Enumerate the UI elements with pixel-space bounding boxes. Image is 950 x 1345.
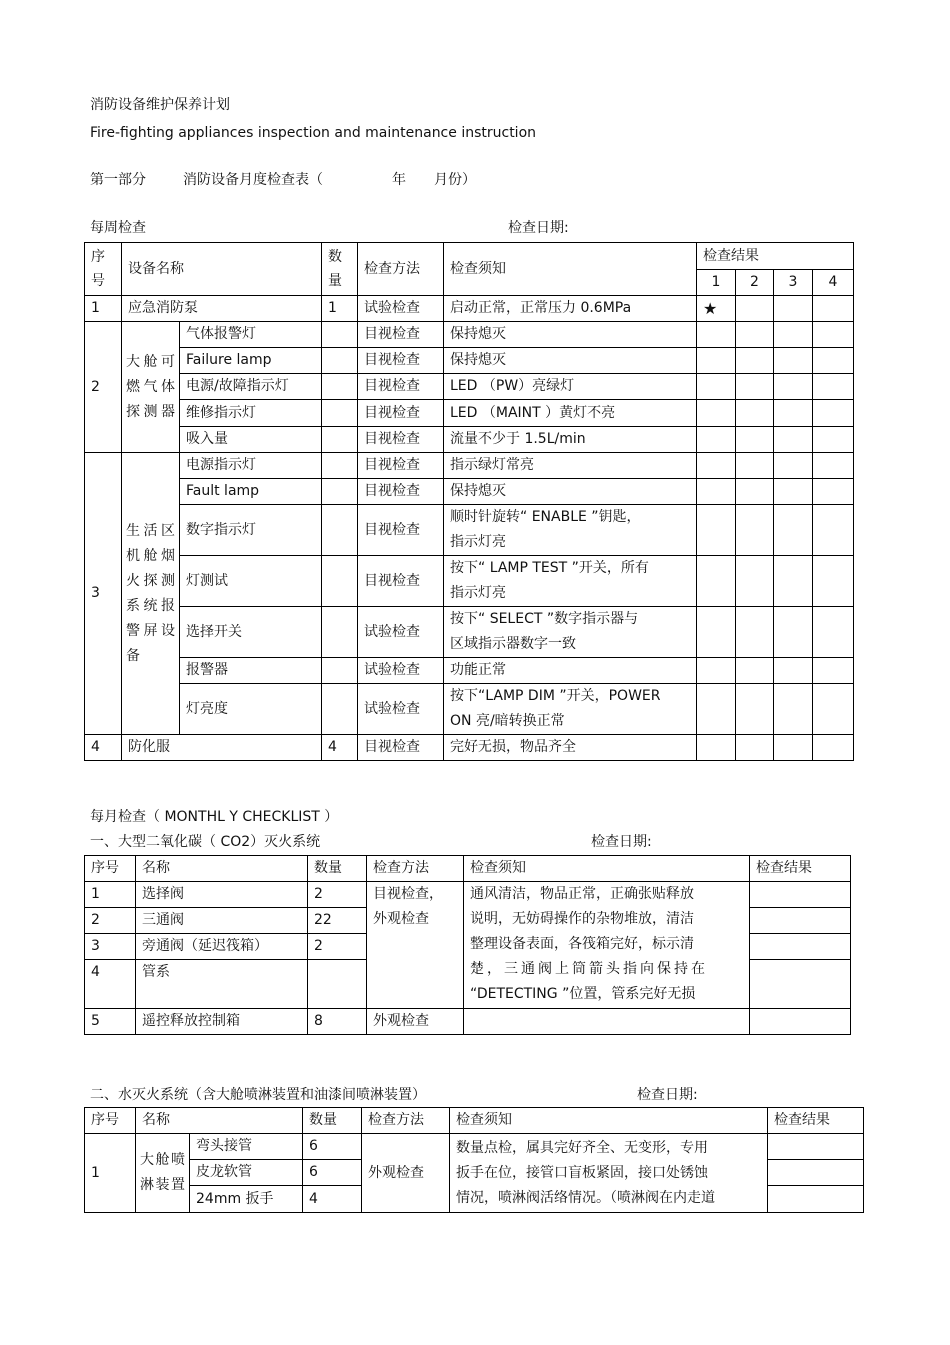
co2-row-1-no: 1 [85,882,136,908]
notes-line: 按下“LAMP DIM ”开关，POWER [450,688,661,704]
g2-item-2-method: 目视检查 [358,348,444,374]
result-cell [813,658,854,684]
g3-item-4-name: 灯测试 [180,556,322,607]
g2-item-4-notes: LED （MAINT ）黄灯不亮 [444,400,697,427]
qty-cell [322,348,358,374]
co2-row-1-qty: 2 [308,882,367,908]
document-title-en: Fire-fighting appliances inspection and maintenance instruction [90,125,537,141]
co2-row-5-result [750,1009,851,1035]
notes-line: 楚，三通阀上筒箭头指向保持在 [470,961,708,977]
notes-line: 指示灯亮 [450,585,506,601]
g3-item-6-notes: 功能正常 [444,658,697,684]
result-cell [736,607,774,658]
water-row-1-no: 1 [85,1134,136,1213]
result-cell [736,348,774,374]
co2-header-no: 序号 [85,856,136,882]
header-method: 检查方法 [358,243,444,296]
part-month-label: 月份） [434,172,476,188]
result-cell [697,658,736,684]
co2-row-5-method: 外观检查 [367,1009,464,1035]
co2-header-result: 检查结果 [750,856,851,882]
notes-line: 情况，喷淋阀活络情况。（喷淋阀在内走道 [456,1189,715,1206]
g2-item-2-notes: 保持熄灭 [444,348,697,374]
co2-row-2-result [750,908,851,934]
result-cell [697,427,736,453]
water-header-qty: 数量 [303,1108,362,1134]
g3-item-3-notes [444,505,697,556]
result-cell [736,374,774,400]
g3-item-1-notes: 指示绿灯常亮 [444,453,697,479]
g2-item-3-name: 电源/故障指示灯 [180,374,322,400]
g3-item-6-method: 试验检查 [358,658,444,684]
result-cell [774,374,813,400]
qty-cell [322,427,358,453]
result-cell [813,427,854,453]
co2-header-name: 名称 [136,856,308,882]
g3-item-3-method: 目视检查 [358,505,444,556]
notes-line: 扳手在位，接管口盲板紧固，接口处锈蚀 [456,1164,708,1181]
result-cell [774,427,813,453]
row-4-notes: 完好无损，物品齐全 [444,735,697,761]
result-cell [774,607,813,658]
result-cell [697,453,736,479]
result-cell [697,684,736,735]
notes-line: 按下“ LAMP TEST ”开关，所有 [450,560,649,576]
co2-row-5-qty: 8 [308,1009,367,1035]
co2-row-3-no: 3 [85,934,136,960]
group-3-no: 3 [85,453,122,735]
result-cell [774,348,813,374]
water-row-1-group: 大舱喷淋装置 [136,1134,190,1213]
g2-item-5-method: 目视检查 [358,427,444,453]
notes-line: 顺时针旋转“ ENABLE ”钥匙， [450,509,641,525]
row-1-name: 应急消防泵 [122,296,322,322]
g3-item-1-method: 目视检查 [358,453,444,479]
water-item-3-result [768,1186,864,1213]
result-cell [697,348,736,374]
g3-item-2-method: 目视检查 [358,479,444,505]
co2-section-title: 一、大型二氧化碳（ CO2）灭火系统 [90,834,321,850]
co2-row-5-no: 5 [85,1009,136,1035]
header-week-3: 3 [774,270,813,296]
result-cell [697,374,736,400]
row-1-qty: 1 [322,296,358,322]
header-no: 序号 [85,243,122,296]
qty-cell [322,479,358,505]
qty-cell [322,505,358,556]
result-cell [774,556,813,607]
result-cell [774,296,813,322]
result-cell [697,607,736,658]
water-item-3-qty: 4 [303,1186,362,1213]
water-item-2-name: 皮龙软管 [190,1160,303,1186]
notes-line: 整理设备表面，各筏箱完好，标示清 [470,936,694,952]
result-cell [736,658,774,684]
notes-line: 说明，无妨碍操作的杂物堆放，清洁 [470,911,694,927]
result-cell [774,735,813,761]
qty-cell [322,453,358,479]
g2-item-5-notes: 流量不少于 1.5L/min [444,427,697,453]
row-1-notes: 启动正常，正常压力 0.6MPa [444,296,697,322]
co2-row-4-name: 管系 [136,960,308,1009]
row-4-no: 4 [85,735,122,761]
monthly-check-label: 每月检查（ MONTHL Y CHECKLIST ） [90,809,339,825]
result-cell [697,735,736,761]
co2-shared-method [367,882,464,1009]
weekly-check-label: 每周检查 [90,220,146,236]
water-header-name: 名称 [136,1108,303,1134]
result-cell [736,296,774,322]
g2-item-1-method: 目视检查 [358,322,444,348]
result-cell [697,556,736,607]
water-item-1-qty: 6 [303,1134,362,1160]
result-cell [736,427,774,453]
result-cell [813,556,854,607]
co2-row-2-no: 2 [85,908,136,934]
co2-header-qty: 数量 [308,856,367,882]
qty-cell [322,322,358,348]
row-4-qty: 4 [322,735,358,761]
co2-row-3-result [750,934,851,960]
header-qty: 数量 [322,243,358,296]
co2-header-notes: 检查须知 [464,856,750,882]
g3-item-2-name: Fault lamp [180,479,322,505]
header-notes: 检查须知 [444,243,697,296]
result-cell [774,658,813,684]
water-header-no: 序号 [85,1108,136,1134]
co2-row-4-result [750,960,851,1009]
qty-cell [322,374,358,400]
g3-item-2-notes: 保持熄灭 [444,479,697,505]
result-cell [813,296,854,322]
water-header-method: 检查方法 [362,1108,450,1134]
header-week-4: 4 [813,270,854,296]
result-cell [813,400,854,427]
header-week-2: 2 [736,270,774,296]
g2-item-2-name: Failure lamp [180,348,322,374]
group-2-no: 2 [85,322,122,453]
water-item-1-name: 弯头接管 [190,1134,303,1160]
result-cell [697,400,736,427]
g3-item-7-name: 灯亮度 [180,684,322,735]
water-item-2-result [768,1160,864,1186]
co2-row-3-name: 旁通阀（延迟筏箱） [136,934,308,960]
result-cell [774,453,813,479]
result-cell [697,505,736,556]
co2-shared-notes [464,882,750,1009]
g3-item-4-method: 目视检查 [358,556,444,607]
notes-line: 区域指示器数字一致 [450,636,576,652]
water-header-notes: 检查须知 [450,1108,768,1134]
g2-item-3-method: 目视检查 [358,374,444,400]
water-date-label: 检查日期: [637,1087,698,1103]
co2-row-2-name: 三通阀 [136,908,308,934]
result-cell [697,322,736,348]
qty-cell [322,658,358,684]
g3-item-5-method: 试验检查 [358,607,444,658]
g2-item-1-notes: 保持熄灭 [444,322,697,348]
water-method: 外观检查 [362,1134,450,1213]
result-cell [774,505,813,556]
result-cell [774,479,813,505]
result-cell [736,684,774,735]
result-cell [813,348,854,374]
method-line: 目视检查， [373,886,443,902]
co2-row-1-result [750,882,851,908]
qty-cell [322,684,358,735]
g3-item-5-name: 选择开关 [180,607,322,658]
header-result: 检查结果 [697,243,854,270]
water-item-2-qty: 6 [303,1160,362,1186]
part-label: 第一部分 [90,172,146,188]
co2-date-label: 检查日期: [591,834,652,850]
notes-line: 通风清洁，物品正常，正确张贴释放 [470,886,694,902]
result-cell [813,505,854,556]
result-cell [736,322,774,348]
co2-row-3-qty: 2 [308,934,367,960]
weekly-check-table [84,242,854,761]
g3-item-6-name: 报警器 [180,658,322,684]
result-cell [813,322,854,348]
part-year-label: 年 [392,172,406,188]
water-check-table [84,1107,864,1213]
co2-header-method: 检查方法 [367,856,464,882]
g2-item-4-name: 维修指示灯 [180,400,322,427]
row-4-name: 防化服 [122,735,322,761]
result-cell [736,400,774,427]
water-notes [450,1134,768,1213]
result-cell [774,322,813,348]
g2-item-4-method: 目视检查 [358,400,444,427]
result-cell [774,684,813,735]
co2-row-4-qty [308,960,367,1009]
notes-line: 按下“ SELECT ”数字指示器与 [450,611,639,627]
g3-item-5-notes [444,607,697,658]
g2-item-3-notes: LED （PW）亮绿灯 [444,374,697,400]
group-3-name: 生活区机舱烟火探测系统报警屏设备 [122,453,180,735]
header-equipment-name: 设备名称 [122,243,322,296]
result-cell [813,479,854,505]
notes-line: “DETECTING ”位置，管系完好无损 [470,986,696,1002]
result-cell [813,453,854,479]
notes-line: ON 亮/暗转换正常 [450,713,565,729]
result-cell [736,479,774,505]
co2-check-table [84,855,851,1035]
result-cell [736,505,774,556]
g3-item-1-name: 电源指示灯 [180,453,322,479]
notes-line: 指示灯亮 [450,534,506,550]
qty-cell [322,607,358,658]
part-table-title: 消防设备月度检查表（ [183,172,323,188]
notes-line: 数量点检，属具完好齐全、无变形，专用 [456,1139,708,1156]
co2-row-2-qty: 22 [308,908,367,934]
group-2-name: 大舱可燃气体探测器 [122,322,180,453]
qty-cell [322,556,358,607]
water-item-3-name: 24mm 扳手 [190,1186,303,1213]
g3-item-4-notes [444,556,697,607]
method-line: 外观检查 [373,911,429,927]
result-cell [736,556,774,607]
g3-item-3-name: 数字指示灯 [180,505,322,556]
document-title-cn: 消防设备维护保养计划 [90,97,230,113]
g2-item-1-name: 气体报警灯 [180,322,322,348]
water-header-result: 检查结果 [768,1108,864,1134]
water-section-title: 二、水灭火系统（含大舱喷淋装置和油漆间喷淋装置） [90,1087,426,1103]
row-1-result-week-1: ★ [697,296,736,322]
header-week-1: 1 [697,270,736,296]
result-cell [774,400,813,427]
row-4-method: 目视检查 [358,735,444,761]
co2-row-4-no: 4 [85,960,136,1009]
result-cell [736,453,774,479]
weekly-date-label: 检查日期: [508,220,569,236]
qty-cell [322,400,358,427]
result-cell [813,735,854,761]
row-1-no: 1 [85,296,122,322]
co2-row-5-name: 遥控释放控制箱 [136,1009,308,1035]
result-cell [736,735,774,761]
result-cell [813,684,854,735]
co2-row-1-name: 选择阀 [136,882,308,908]
water-item-1-result [768,1134,864,1160]
co2-row-5-notes [464,1009,750,1035]
g3-item-7-method: 试验检查 [358,684,444,735]
row-1-method: 试验检查 [358,296,444,322]
g2-item-5-name: 吸入量 [180,427,322,453]
result-cell [697,479,736,505]
result-cell [813,374,854,400]
result-cell [813,607,854,658]
g3-item-7-notes [444,684,697,735]
